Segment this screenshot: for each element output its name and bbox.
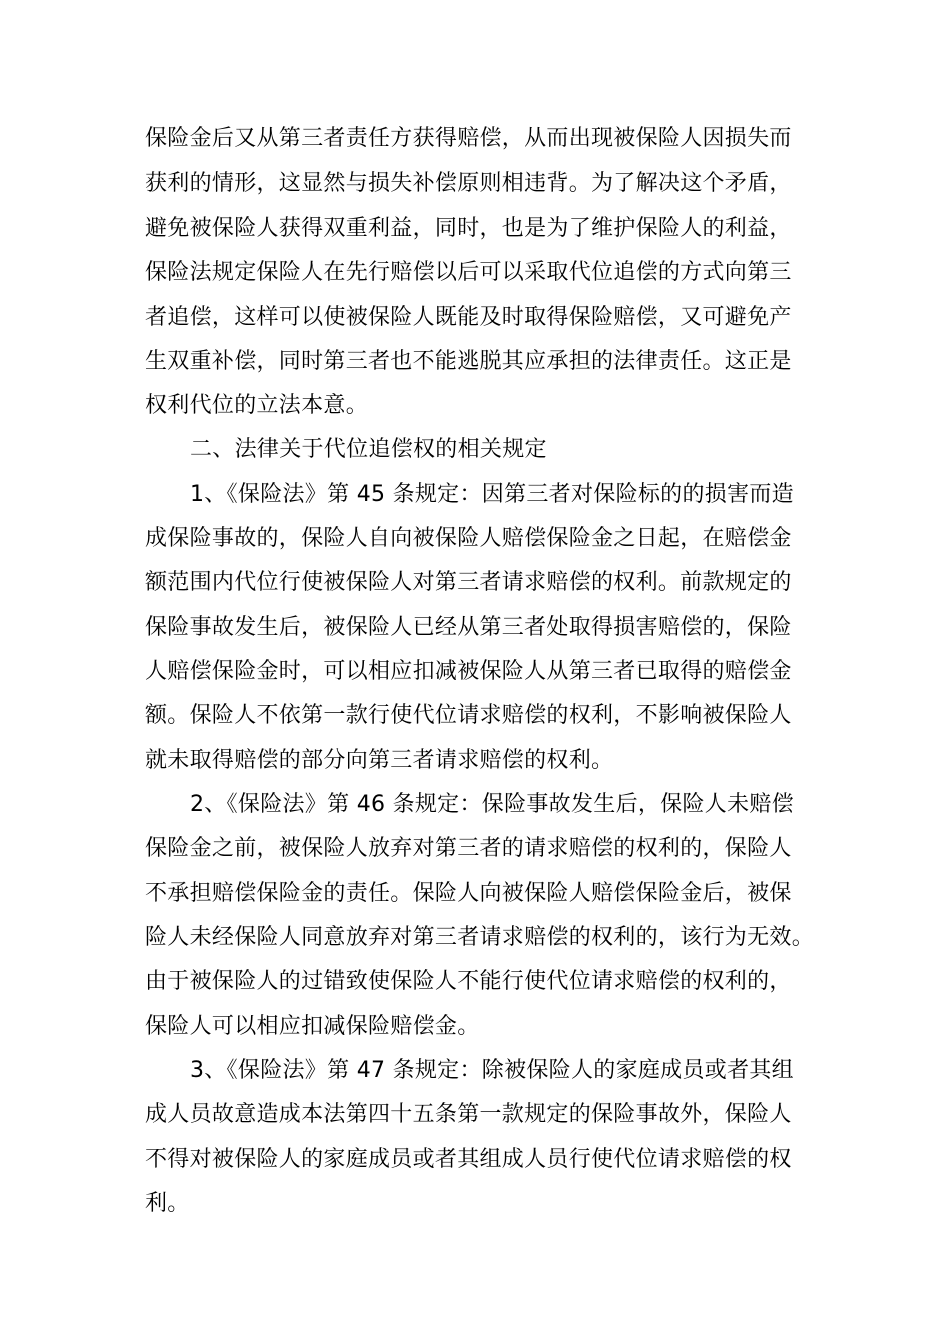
text-line: 避免被保险人获得双重利益，同时，也是为了维护保险人的利益， <box>145 216 792 241</box>
text-line: 者追偿，这样可以使被保险人既能及时取得保险赔偿，又可避免产 <box>145 305 792 330</box>
text-line: 利。 <box>145 1191 190 1216</box>
text-line: 获利的情形，这显然与损失补偿原则相违背。为了解决这个矛盾， <box>145 171 792 196</box>
text-line: 保险金之前，被保险人放弃对第三者的请求赔偿的权利的，保险人 <box>145 836 792 861</box>
text-line: 额。保险人不依第一款行使代位请求赔偿的权利，不影响被保险人 <box>145 703 792 728</box>
text-line: 生双重补偿，同时第三者也不能逃脱其应承担的法律责任。这正是 <box>145 349 792 374</box>
text-line: 权利代位的立法本意。 <box>145 393 369 418</box>
text-line: 额范围内代位行使被保险人对第三者请求赔偿的权利。前款规定的 <box>145 570 792 595</box>
section-heading: 二、法律关于代位追偿权的相关规定 <box>190 437 547 462</box>
text-line: 保险人可以相应扣减保险赔偿金。 <box>145 1014 480 1039</box>
text-line: 成保险事故的，保险人自向被保险人赔偿保险金之日起，在赔偿金 <box>145 526 792 551</box>
text-line: 人赔偿保险金时，可以相应扣减被保险人从第三者已取得的赔偿金 <box>145 659 792 684</box>
text-line: 成人员故意造成本法第四十五条第一款规定的保险事故外，保险人 <box>145 1102 792 1127</box>
text-line: 2、《保险法》第 46 条规定：保险事故发生后，保险人未赔偿 <box>190 792 794 817</box>
text-line: 就未取得赔偿的部分向第三者请求赔偿的权利。 <box>145 748 614 773</box>
text-line: 险人未经保险人同意放弃对第三者请求赔偿的权利的，该行为无效。 <box>145 925 815 950</box>
text-line: 1、《保险法》第 45 条规定：因第三者对保险标的的损害而造 <box>190 482 794 507</box>
text-line: 保险事故发生后，被保险人已经从第三者处取得损害赔偿的，保险 <box>145 615 792 640</box>
text-line: 不得对被保险人的家庭成员或者其组成人员行使代位请求赔偿的权 <box>145 1147 792 1172</box>
text-line: 不承担赔偿保险金的责任。保险人向被保险人赔偿保险金后，被保 <box>145 881 792 906</box>
text-line: 保险金后又从第三者责任方获得赔偿，从而出现被保险人因损失而 <box>145 126 792 151</box>
text-line: 保险法规定保险人在先行赔偿以后可以采取代位追偿的方式向第三 <box>145 260 792 285</box>
text-line: 3、《保险法》第 47 条规定：除被保险人的家庭成员或者其组 <box>190 1058 794 1083</box>
text-line: 由于被保险人的过错致使保险人不能行使代位请求赔偿的权利的， <box>145 969 792 994</box>
